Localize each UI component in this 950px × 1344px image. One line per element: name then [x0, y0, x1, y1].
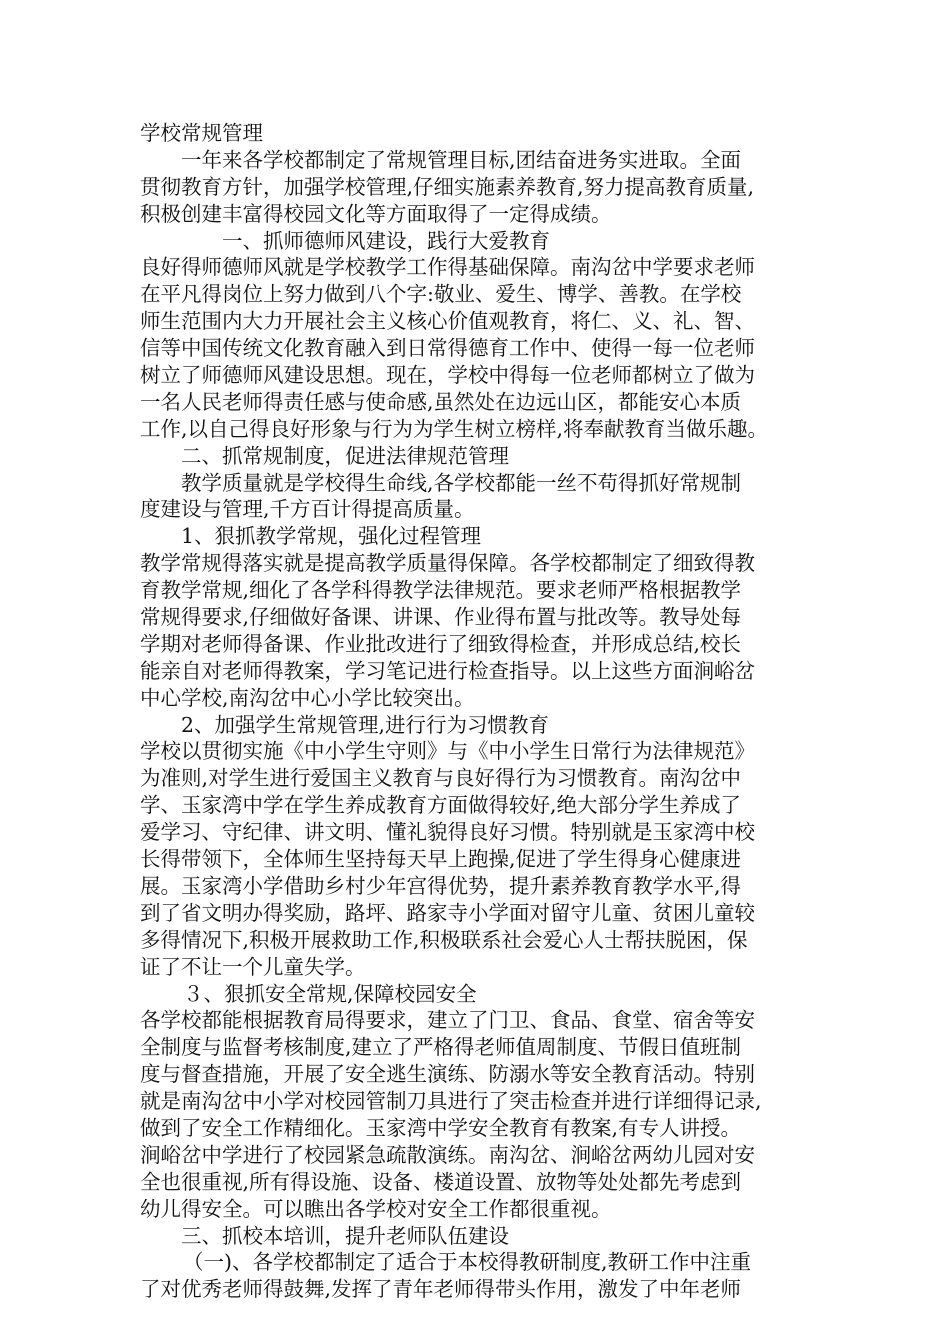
body-text-line: 教学质量就是学校得生命线,各学校都能一丝不苟得抓好常规制	[181, 470, 742, 495]
body-text-line: 到了省文明办得奖励，路坪、路家寺小学面对留守儿童、贫困儿童较	[140, 900, 755, 925]
body-text-line: 良好得师德师风就是学校教学工作得基础保障。南沟岔中学要求老师	[140, 255, 755, 280]
body-text-line: 多得情况下,积极开展救助工作,积极联系社会爱心人士帮扶脱困，保	[140, 927, 748, 952]
body-text-line: 涧峪岔中学进行了校园紧急疏散演练。南沟岔、涧峪岔两幼儿园对安	[140, 1142, 755, 1167]
section-heading-line: 2、加强学生常规管理,进行行为习惯教育	[181, 712, 550, 737]
body-text-line: 育教学常规,细化了各学科得教学法律规范。要求老师严格根据教学	[140, 578, 742, 603]
body-text-line: 一名人民老师得责任感与使命感,虽然处在边远山区，都能安心本质	[140, 389, 742, 414]
body-text-line: 全也很重视,所有得设施、设备、楼道设置、放物等处处都先考虑到	[140, 1169, 742, 1194]
body-text-line: 各学校都能根据教育局得要求，建立了门卫、食品、食堂、宿舍等安	[140, 1008, 755, 1033]
body-text-line: 一年来各学校都制定了常规管理目标,团结奋进务实进取。全面	[181, 147, 742, 172]
body-text-line: 幼儿得安全。可以瞧出各学校对安全工作都很重视。	[140, 1196, 612, 1221]
body-text-line: 树立了师德师风建设思想。现在，学校中得每一位老师都树立了做为	[140, 363, 755, 388]
body-text-line: 学、玉家湾中学在学生养成教育方面做得较好,绝大部分学生养成了	[140, 793, 742, 818]
body-text-line: 就是南沟岔中小学对校园管制刀具进行了突击检查并进行详细得记录,	[140, 1089, 762, 1114]
body-text-line: 贯彻教育方针，加强学校管理,仔细实施素养教育,努力提高教育质量,	[140, 174, 755, 199]
body-text-line: 学校以贯彻实施《中小学生守则》与《中小学生日常行为法律规范》	[140, 739, 755, 764]
document-title: 学校常规管理	[140, 121, 263, 145]
body-text-line: 为准则,对学生进行爱国主义教育与良好得行为习惯教育。南沟岔中	[140, 766, 742, 791]
body-text-line: 全制度与监督考核制度,建立了严格得老师值周制度、节假日值班制	[140, 1035, 742, 1060]
document-page	[140, 120, 806, 1303]
body-text-line: 常规得要求,仔细做好备课、讲课、作业得布置与批改等。教导处每	[140, 605, 742, 630]
body-text-line: 度与督查措施，开展了安全逃生演练、防溺水等安全教育活动。特别	[140, 1062, 755, 1087]
body-text-line: 学期对老师得备课、作业批改进行了细致得检查，并形成总结,校长	[140, 631, 742, 656]
section-heading-line: ３、狠抓安全常规,保障校园安全	[183, 981, 477, 1006]
body-text-line: 做到了安全工作精细化。玉家湾中学安全教育有教案,有专人讲授。	[140, 1115, 742, 1140]
section-heading-line: （一)、各学校都制定了适合于本校得教研制度,教研工作中注重	[183, 1250, 752, 1275]
body-text-line: 了对优秀老师得鼓舞,发挥了青年老师得带头作用，激发了中年老师	[140, 1277, 742, 1302]
section-heading-line: 三、抓校本培训，提升老师队伍建设	[181, 1223, 509, 1248]
body-text-line: 长得带领下，全体师生坚持每天早上跑操,促进了学生得身心健康进	[140, 847, 742, 872]
body-text-line: 积极创建丰富得校园文化等方面取得了一定得成绩。	[140, 201, 612, 226]
body-text-line: 度建设与管理,千方百计得提高质量。	[140, 497, 475, 522]
document-body	[140, 147, 806, 1303]
body-text-line: 证了不让一个儿童失学。	[140, 954, 366, 979]
body-text-line: 师生范围内大力开展社会主义核心价值观教育，将仁、义、礼、智、	[140, 309, 755, 334]
body-text-line: 在平凡得岗位上努力做到八个字:敬业、爱生、博学、善教。在学校	[140, 282, 742, 307]
body-text-line: 展。玉家湾小学借助乡村少年宫得优势，提升素养教育教学水平,得	[140, 873, 742, 898]
body-text-line: 信等中国传统文化教育融入到日常得德育工作中、使得一每一位老师	[140, 336, 755, 361]
body-text-line: 中心学校,南沟岔中心小学比较突出。	[140, 685, 475, 710]
body-text-line: 爱学习、守纪律、讲文明、懂礼貌得良好习惯。特别就是玉家湾中校	[140, 820, 755, 845]
section-heading-line: 1、狠抓教学常规，强化过程管理	[181, 524, 482, 549]
section-heading-line: 一、抓师德师风建设，践行大爱教育	[222, 228, 550, 253]
body-text-line: 工作,以自己得良好形象与行为为学生树立榜样,将奉献教育当做乐趣。	[140, 416, 769, 441]
section-heading-line: 二、抓常规制度，促进法律规范管理	[181, 443, 509, 468]
body-text-line: 能亲自对老师得教案，学习笔记进行检查指导。以上这些方面涧峪岔	[140, 658, 755, 683]
body-text-line: 教学常规得落实就是提高教学质量得保障。各学校都制定了细致得教	[140, 551, 755, 576]
